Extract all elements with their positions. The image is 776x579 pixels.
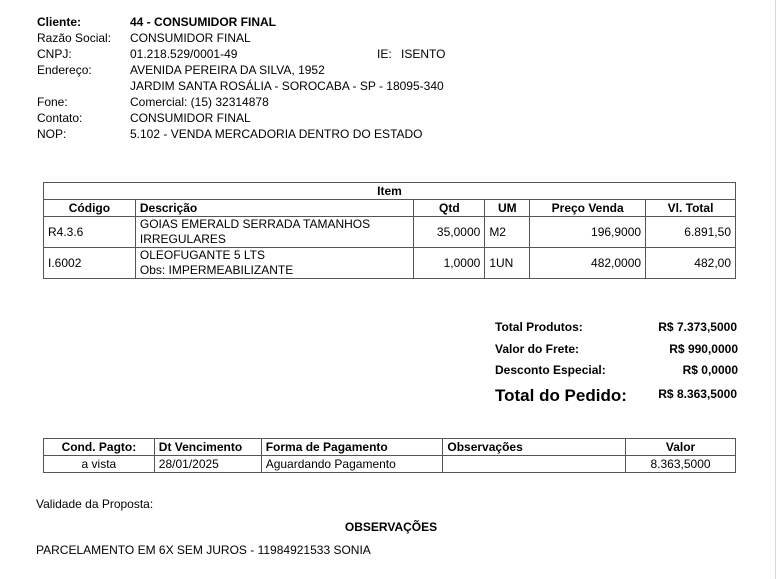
ie-label: IE:: [377, 47, 392, 61]
frete-row: [495, 338, 738, 360]
cnpj-value: [130, 46, 446, 62]
item-um: M2: [485, 217, 530, 248]
validade-label: Validade da Proposta:: [36, 497, 154, 511]
col-preco-header: Preço Venda: [530, 200, 646, 217]
desconto-value: R$ 0,0000: [682, 363, 738, 377]
table-row: [44, 217, 736, 248]
observacoes-title: OBSERVAÇÕES: [344, 520, 438, 534]
col-cond-header: Cond. Pagto:: [44, 439, 155, 456]
col-valor-header: Valor: [626, 439, 736, 456]
item-descricao-line2: Obs: IMPERMEABILIZANTE: [139, 263, 294, 277]
desconto-label: Desconto Especial:: [495, 363, 606, 377]
col-venc-header: Dt Vencimento: [154, 439, 261, 456]
item-codigo: I.6002: [44, 248, 136, 279]
endereco-label: Endereço:: [37, 63, 92, 77]
frete-label: Valor do Frete:: [495, 342, 580, 356]
endereco-line2: JARDIM SANTA ROSÁLIA - SOROCABA - SP - 18095-340: [130, 79, 444, 93]
cnpj-label: CNPJ:: [37, 47, 72, 61]
col-descricao-header: Descrição: [135, 200, 414, 217]
item-preco: 482,0000: [530, 248, 646, 279]
total-produtos-value: R$ 7.373,5000: [658, 320, 737, 334]
payment-valor: 8.363,5000: [626, 456, 736, 473]
items-header-row: [44, 200, 736, 217]
item-preco: 196,9000: [530, 217, 646, 248]
razao-value: CONSUMIDOR FINAL: [130, 31, 251, 45]
total-produtos-row: [495, 316, 738, 338]
item-descricao-line2: IRREGULARES: [139, 232, 226, 246]
item-codigo: R4.3.6: [44, 217, 136, 248]
ie-value: ISENTO: [401, 47, 446, 61]
table-row: [44, 248, 736, 279]
table-row: [44, 456, 736, 473]
total-pedido-label: Total do Pedido:: [495, 386, 627, 405]
col-um-header: UM: [485, 200, 530, 217]
payment-header-row: [44, 439, 736, 456]
total-pedido-value: R$ 8.363,5000: [658, 387, 737, 401]
payment-table: [43, 438, 736, 473]
total-pedido-row: [495, 380, 738, 412]
cliente-value: 44 - CONSUMIDOR FINAL: [130, 15, 277, 29]
col-forma-header: Forma de Pagamento: [261, 439, 443, 456]
items-title: Item: [44, 183, 736, 200]
contato-label: Contato:: [37, 111, 83, 125]
items-title-row: [44, 183, 736, 200]
item-descricao-line1: OLEOFUGANTE 5 LTS: [139, 248, 265, 262]
item-descricao-line1: GOIAS EMERALD SERRADA TAMANHOS: [139, 217, 371, 231]
nop-label: NOP:: [37, 127, 67, 141]
fone-label: Fone:: [37, 95, 68, 109]
razao-label: Razão Social:: [37, 31, 112, 45]
col-obs-header: Observações: [443, 439, 626, 456]
fone-value: Comercial: (15) 32314878: [130, 95, 269, 109]
desconto-row: [495, 360, 738, 380]
totals-block: [495, 316, 738, 412]
observacoes-text: PARCELAMENTO EM 6X SEM JUROS - 11984921533 SONIA: [36, 543, 371, 557]
items-table: [43, 182, 736, 279]
col-codigo-header: Código: [44, 200, 136, 217]
total-produtos-label: Total Produtos:: [495, 320, 583, 334]
endereco-line1: AVENIDA PEREIRA DA SILVA, 1952: [130, 63, 325, 77]
col-total-header: Vl. Total: [646, 200, 736, 217]
item-total: 482,00: [646, 248, 736, 279]
cliente-label: Cliente:: [37, 15, 82, 29]
item-descricao: [135, 217, 414, 248]
payment-obs: [443, 456, 626, 473]
payment-cond: a vista: [44, 456, 155, 473]
item-um: 1UN: [485, 248, 530, 279]
item-qtd: 1,0000: [414, 248, 485, 279]
payment-forma: Aguardando Pagamento: [261, 456, 443, 473]
cnpj-number: 01.218.529/0001-49: [130, 47, 238, 61]
item-descricao: [135, 248, 414, 279]
item-total: 6.891,50: [646, 217, 736, 248]
nop-value: 5.102 - VENDA MERCADORIA DENTRO DO ESTADO: [130, 127, 423, 141]
frete-value: R$ 990,0000: [669, 342, 738, 356]
contato-value: CONSUMIDOR FINAL: [130, 111, 251, 125]
item-qtd: 35,0000: [414, 217, 485, 248]
col-qtd-header: Qtd: [414, 200, 485, 217]
payment-venc: 28/01/2025: [154, 456, 261, 473]
